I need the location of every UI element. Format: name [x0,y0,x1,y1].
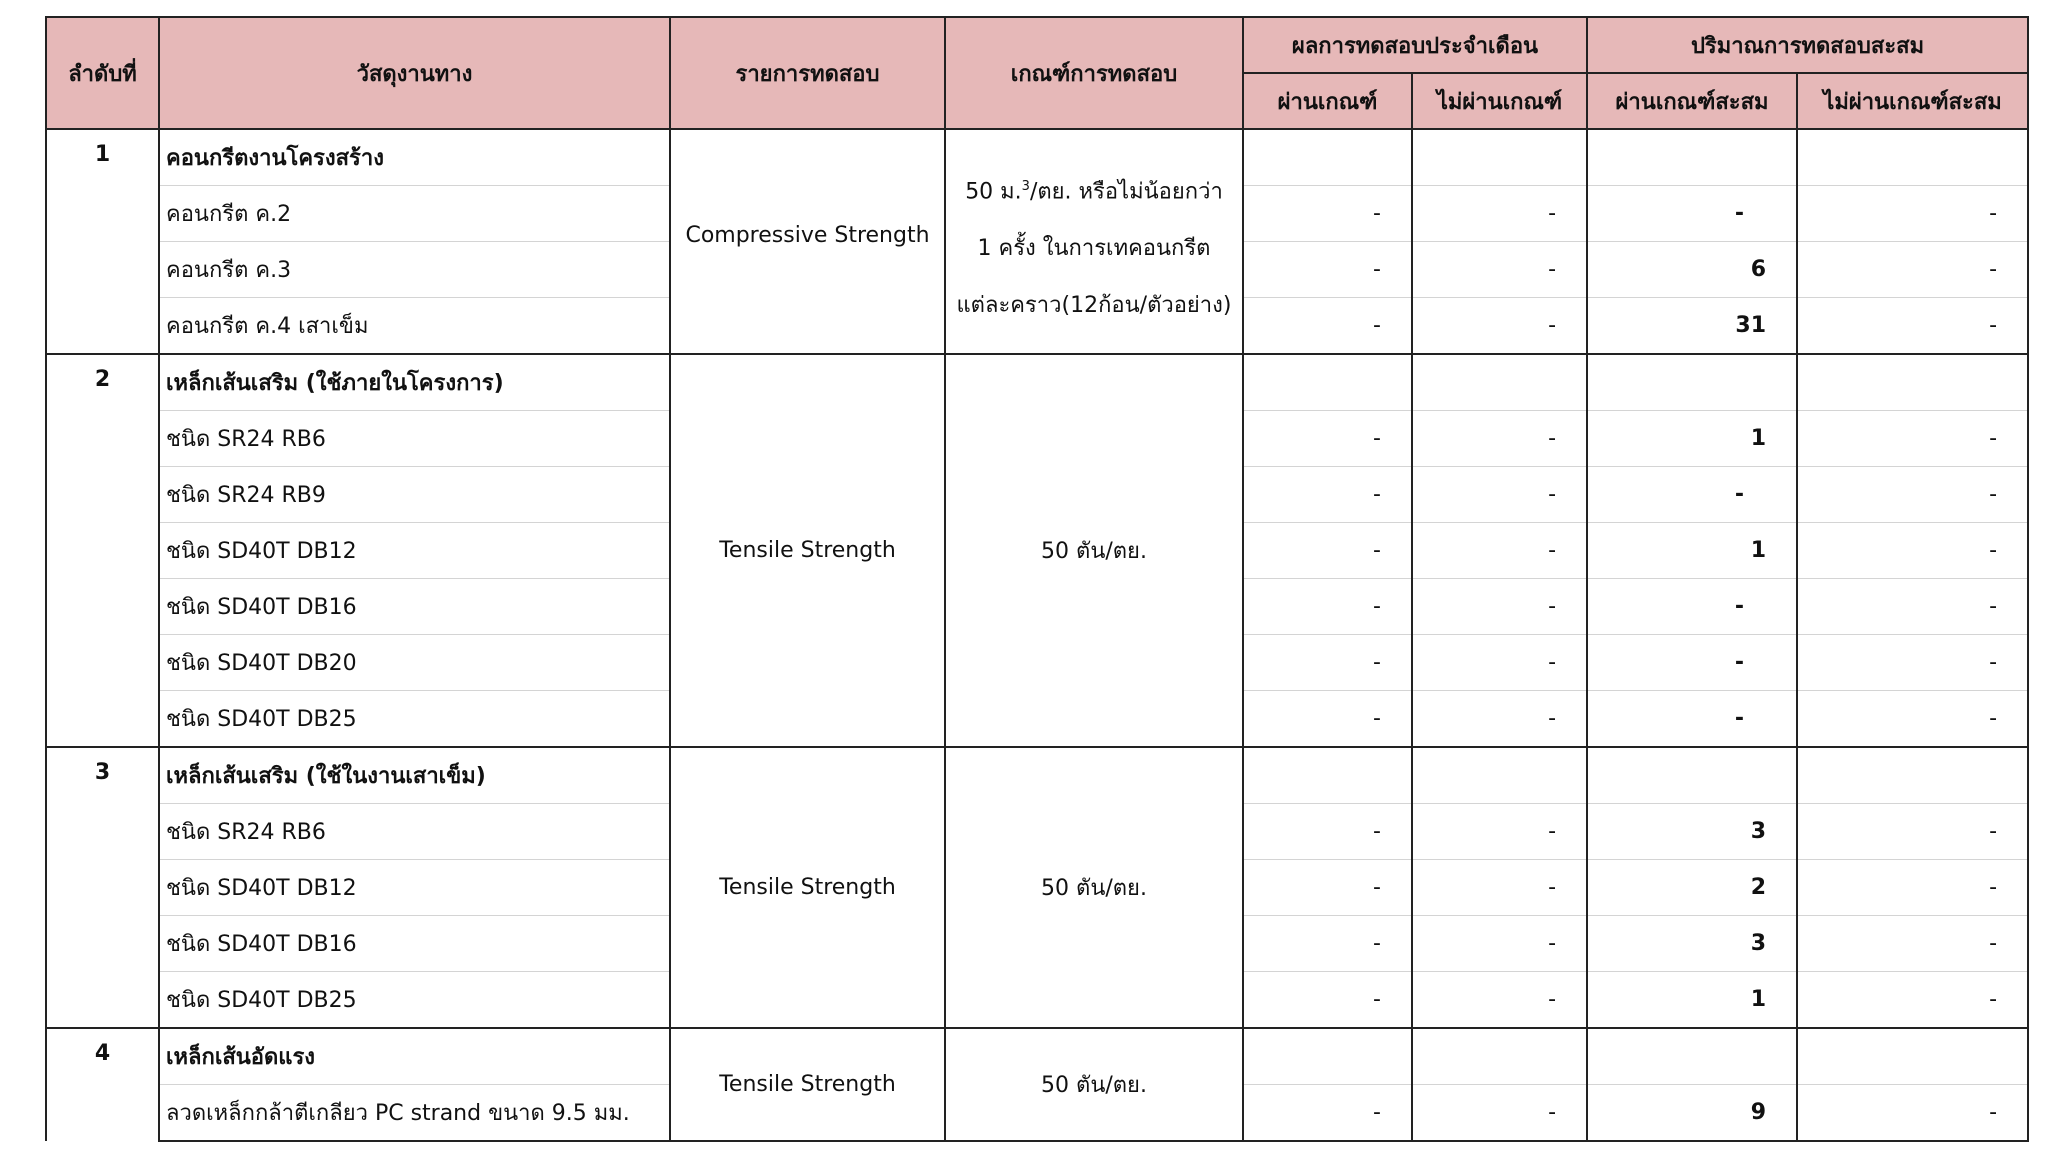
cell-cum-pass: 1 [1587,972,1797,1029]
test-criteria [945,129,1243,354]
header-cumulative: ปริมาณการทดสอบสะสม [1587,17,2028,73]
test-criteria: 50 ตัน/ตย. [945,747,1243,1028]
cell-cum-pass: - [1587,467,1797,523]
item-name: ชนิด SR24 RB6 [159,804,670,860]
header-test: รายการทดสอบ [670,17,945,129]
item-name: ชนิด SR24 RB6 [159,411,670,467]
cell-cum-pass: 3 [1587,804,1797,860]
test-name: Tensile Strength [670,747,945,1028]
group-title: เหล็กเส้นอัดแรง [159,1028,670,1085]
cell-pass: - [1243,635,1412,691]
header-criteria: เกณฑ์การทดสอบ [945,17,1243,129]
cell-cum-fail: - [1797,186,2028,242]
item-name: ชนิด SD40T DB20 [159,635,670,691]
cell-fail: - [1412,579,1587,635]
cell-cum-fail: - [1797,972,2028,1029]
cell-pass: - [1243,467,1412,523]
test-criteria: 50 ตัน/ตย. [945,354,1243,747]
cell-pass: - [1243,411,1412,467]
cell-cum-fail: - [1797,411,2028,467]
header-material: วัสดุงานทาง [159,17,670,129]
group-title: เหล็กเส้นเสริม (ใช้ในงานเสาเข็ม) [159,747,670,804]
cell-fail: - [1412,242,1587,298]
cell-fail: - [1412,916,1587,972]
cell-pass: - [1243,579,1412,635]
cell-pass: - [1243,804,1412,860]
cell-cum-pass: 2 [1587,860,1797,916]
cell-fail: - [1412,298,1587,355]
cell-fail: - [1412,467,1587,523]
table-row [46,129,2028,186]
cell-fail: - [1412,635,1587,691]
criteria-line1-sup: 3 [1021,179,1030,194]
cell-cum-pass: - [1587,186,1797,242]
test-criteria: 50 ตัน/ตย. [945,1028,1243,1141]
criteria-line1-pre: 50 ม. [965,179,1022,205]
cell-cum-pass: 6 [1587,242,1797,298]
header-monthly: ผลการทดสอบประจำเดือน [1243,17,1587,73]
cell-pass: - [1243,186,1412,242]
header-fail: ไม่ผ่านเกณฑ์ [1412,73,1587,129]
item-name: ชนิด SD40T DB12 [159,860,670,916]
item-name: คอนกรีต ค.3 [159,242,670,298]
cell-fail: - [1412,523,1587,579]
criteria-line3: แต่ละคราว(12ก้อน/ตัวอย่าง) [956,293,1232,319]
cell-cum-fail: - [1797,298,2028,355]
cell-cum-fail: - [1797,804,2028,860]
test-name: Tensile Strength [670,354,945,747]
cell-fail: - [1412,691,1587,748]
criteria-line2: 1 ครั้ง ในการเทคอนกรีต [977,236,1211,262]
test-name: Compressive Strength [670,129,945,354]
item-name: ลวดเหล็กกล้าตีเกลียว PC strand ขนาด 9.5 มม. [159,1085,670,1142]
table-row [46,747,2028,804]
item-name: คอนกรีต ค.2 [159,186,670,242]
group-no: 4 [46,1028,159,1141]
criteria-line1-post: /ตย. หรือไม่น้อยกว่า [1029,179,1223,205]
group-title: คอนกรีตงานโครงสร้าง [159,129,670,186]
cell-cum-pass: - [1587,635,1797,691]
table-row [46,1028,2028,1085]
cell-cum-fail: - [1797,467,2028,523]
cell-fail: - [1412,1085,1587,1142]
cell-cum-fail: - [1797,691,2028,748]
group-no: 1 [46,129,159,354]
cell-fail: - [1412,972,1587,1029]
cell-cum-pass: - [1587,579,1797,635]
cell-cum-fail: - [1797,916,2028,972]
cell-fail: - [1412,186,1587,242]
header-cum-pass: ผ่านเกณฑ์สะสม [1587,73,1797,129]
cell-cum-pass: 3 [1587,916,1797,972]
cell-pass: - [1243,523,1412,579]
cell-pass: - [1243,242,1412,298]
cell-cum-fail: - [1797,1085,2028,1142]
group-title: เหล็กเส้นเสริม (ใช้ภายในโครงการ) [159,354,670,411]
item-name: ชนิด SD40T DB12 [159,523,670,579]
cell-pass: - [1243,972,1412,1029]
group-no: 2 [46,354,159,747]
item-name: คอนกรีต ค.4 เสาเข็ม [159,298,670,355]
cell-pass: - [1243,860,1412,916]
header-no: ลำดับที่ [46,17,159,129]
cell-pass: - [1243,298,1412,355]
cell-cum-pass: 1 [1587,523,1797,579]
item-name: ชนิด SD40T DB25 [159,691,670,748]
group-no: 3 [46,747,159,1028]
test-name: Tensile Strength [670,1028,945,1141]
cell-cum-pass: 1 [1587,411,1797,467]
cell-cum-fail: - [1797,635,2028,691]
cell-cum-fail: - [1797,579,2028,635]
cell-cum-fail: - [1797,242,2028,298]
item-name: ชนิด SR24 RB9 [159,467,670,523]
item-name: ชนิด SD40T DB16 [159,916,670,972]
cell-pass: - [1243,1085,1412,1142]
cell-cum-pass: - [1587,691,1797,748]
cell-fail: - [1412,411,1587,467]
cell-fail: - [1412,804,1587,860]
item-name: ชนิด SD40T DB25 [159,972,670,1029]
cell-cum-pass: 9 [1587,1085,1797,1142]
cell-fail: - [1412,860,1587,916]
header-pass: ผ่านเกณฑ์ [1243,73,1412,129]
cell-cum-fail: - [1797,523,2028,579]
cell-cum-fail: - [1797,860,2028,916]
cell-pass: - [1243,916,1412,972]
cell-cum-pass: 31 [1587,298,1797,355]
test-results-table [45,16,2029,1142]
item-name: ชนิด SD40T DB16 [159,579,670,635]
table-row [46,354,2028,411]
cell-pass: - [1243,691,1412,748]
header-cum-fail: ไม่ผ่านเกณฑ์สะสม [1797,73,2028,129]
